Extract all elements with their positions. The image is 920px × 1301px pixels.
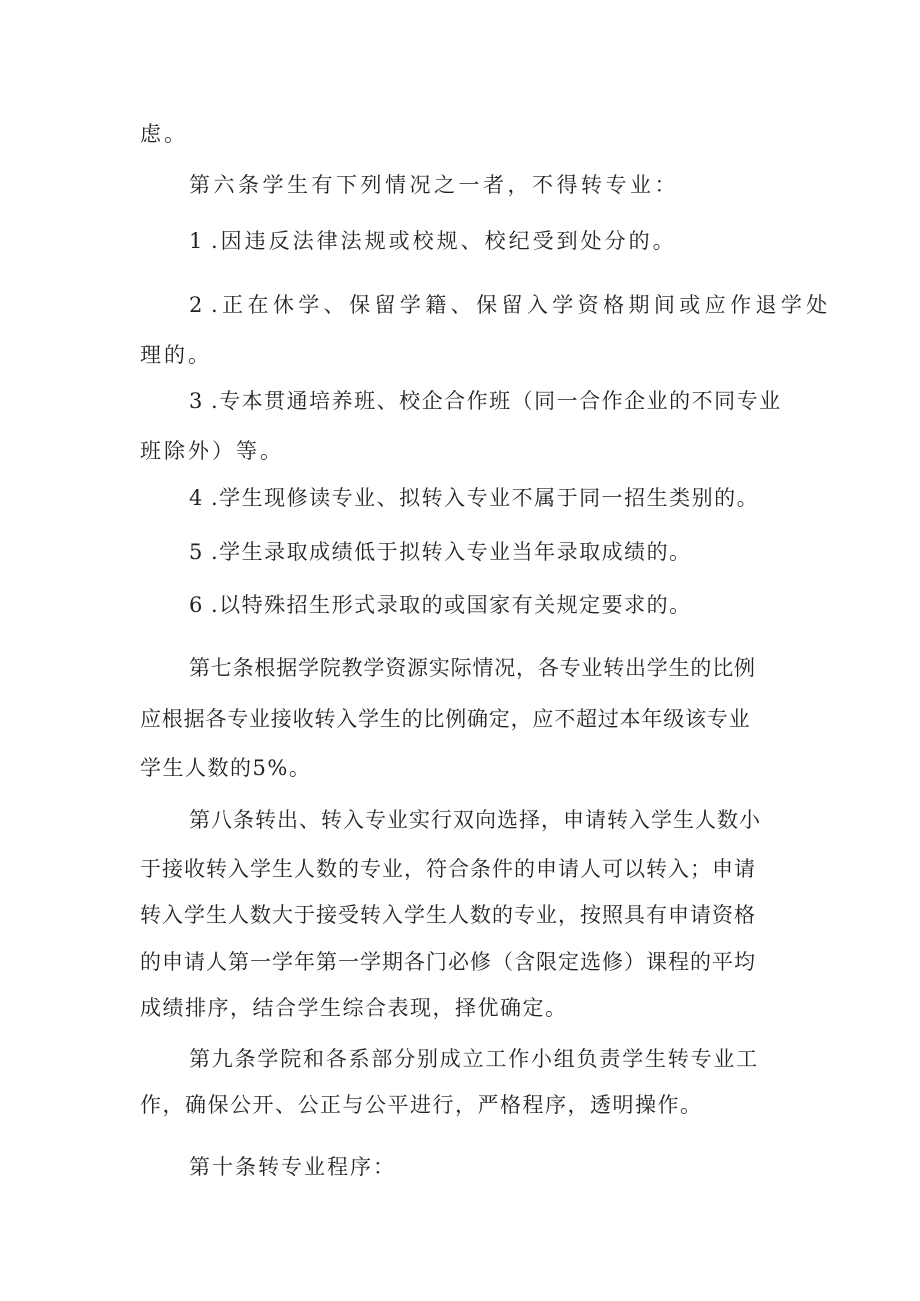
article-6-heading: 第六条学生有下列情况之一者，不得转专业： xyxy=(189,173,679,197)
text-line: 作，确保公开、公正与公平进行，严格程序，透明操作。 xyxy=(140,1093,703,1117)
list-text: .以特殊招生形式录取的或国家有关规定要求的。 xyxy=(211,593,692,617)
text-line: 于接收转入学生人数的专业，符合条件的申请人可以转入；申请 xyxy=(140,857,756,881)
list-item-2 xyxy=(189,290,832,320)
text-line: 理的。 xyxy=(140,343,212,367)
list-text: .专本贯通培养班、校企合作班（同一合作企业的不同专业 xyxy=(211,389,782,413)
list-number: 2 xyxy=(189,293,203,317)
list-text: .学生现修读专业、拟转入专业不属于同一招生类别的。 xyxy=(211,486,760,510)
list-number: 1 xyxy=(189,229,203,253)
list-text: .学生录取成绩低于拟转入专业当年录取成绩的。 xyxy=(211,540,692,564)
article-8-text: 第八条转出、转入专业实行双向选择，申请转入学生人数小 xyxy=(189,808,761,832)
list-item-4 xyxy=(189,483,759,513)
article-7-text: 第七条根据学院教学资源实际情况，各专业转出学生的比例 xyxy=(189,656,756,680)
list-number: 5 xyxy=(189,540,203,564)
text-line: 成绩排序，结合学生综合表现，择优确定。 xyxy=(140,996,568,1020)
article-10-heading: 第十条转专业程序： xyxy=(189,1155,396,1179)
list-number: 4 xyxy=(189,486,203,510)
text-line: 应根据各专业接收转入学生的比例确定，应不超过本年级该专业 xyxy=(140,707,751,731)
text-line: 虑。 xyxy=(140,122,188,146)
list-item-3 xyxy=(189,386,782,416)
text-line: 学生人数的5%。 xyxy=(140,756,312,780)
text-line: 班除外）等。 xyxy=(140,439,284,463)
list-item-6 xyxy=(189,590,692,620)
list-number: 6 xyxy=(189,593,203,617)
text-line: 的申请人第一学年第一学期各门必修（含限定选修）课程的平均 xyxy=(140,950,756,974)
list-number: 3 xyxy=(189,389,203,413)
list-text: .正在休学、保留学籍、保留入学资格期间或应作退学处 xyxy=(211,293,832,317)
article-9-text: 第九条学院和各系部分别成立工作小组负责学生转专业工 xyxy=(189,1047,759,1071)
list-item-1 xyxy=(189,226,677,256)
list-item-5 xyxy=(189,537,692,567)
text-line: 转入学生人数大于接受转入学生人数的专业，按照具有申请资格 xyxy=(140,903,756,927)
list-text: .因违反法律法规或校规、校纪受到处分的。 xyxy=(211,229,677,253)
